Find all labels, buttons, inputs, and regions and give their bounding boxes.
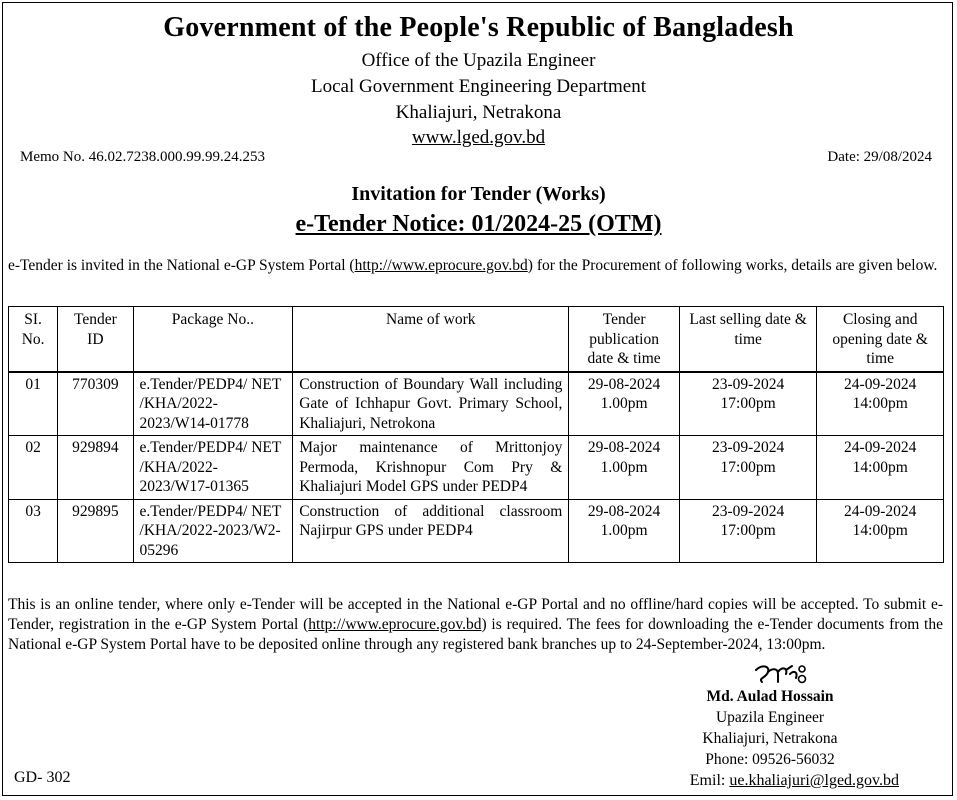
closing-time: 14:00pm	[852, 522, 908, 539]
header-last-selling: Last selling date & time	[679, 307, 817, 372]
department-name: Local Government Engineering Department	[310, 76, 646, 97]
publication-time: 1.00pm	[600, 522, 648, 539]
table-row	[9, 499, 944, 563]
eprocure-link[interactable]: http://www.eprocure.gov.bd	[354, 257, 528, 274]
header-tender-id: Tender ID	[58, 307, 133, 372]
row-last-selling	[679, 372, 817, 436]
email-link[interactable]: ue.khaliajuri@lged.gov.bd	[729, 772, 899, 789]
website-link[interactable]: www.lged.gov.bd	[411, 127, 546, 148]
eprocure-link-footer[interactable]: http://www.eprocure.gov.bd	[308, 616, 482, 633]
header-closing: Closing and opening date & time	[817, 307, 944, 372]
publication-date: 29-08-2024	[587, 439, 661, 456]
intro-text-before: e-Tender is invited in the National e-GP System Portal (	[8, 257, 355, 274]
header-publication: Tender publication date & time	[569, 307, 679, 372]
invitation-heading: Invitation for Tender (Works)	[351, 183, 606, 205]
row-tender-id: 929894	[58, 436, 133, 500]
notice-date: Date: 29/08/2024	[827, 149, 932, 165]
publication-date: 29-08-2024	[587, 375, 661, 393]
handwritten-signature	[752, 660, 812, 688]
notice-heading: e-Tender Notice: 01/2024-25 (OTM)	[295, 211, 662, 237]
row-tender-id: 770309	[58, 372, 133, 436]
header-sl: SI. No.	[9, 307, 58, 372]
last-selling-date: 23-09-2024	[711, 375, 785, 393]
closing-time: 14:00pm	[852, 458, 908, 476]
last-selling-date: 23-09-2024	[711, 439, 785, 456]
row-package: e.Tender/PEDP4/ NET /KHA/2022-2023/W14-01778	[133, 372, 293, 436]
last-selling-time: 17:00pm	[720, 522, 776, 539]
row-publication	[569, 372, 679, 436]
terms-paragraph	[8, 595, 943, 655]
gd-number: GD- 302	[14, 769, 71, 786]
row-last-selling	[679, 436, 817, 500]
row-package: e.Tender/PEDP4/ NET /KHA/2022-2023/W2-05296	[133, 499, 293, 563]
row-work: Construction of additional classroom Najirpur GPS under PEDP4	[293, 499, 569, 563]
tender-table	[8, 306, 944, 563]
government-title: Government of the People's Republic of Bangladesh	[163, 12, 794, 43]
row-closing	[817, 499, 944, 563]
signatory-location: Khaliajuri, Netrakona	[702, 730, 838, 747]
memo-number: Memo No. 46.02.7238.000.99.99.24.253	[20, 149, 265, 165]
intro-paragraph	[8, 256, 943, 276]
table-row	[9, 436, 944, 500]
publication-date: 29-08-2024	[587, 502, 661, 520]
publication-time: 1.00pm	[600, 395, 648, 412]
intro-text-after: ) for the Procurement of following works, details are given below.	[527, 257, 938, 274]
header-package: Package No..	[133, 307, 293, 372]
row-sl: 03	[9, 499, 58, 563]
office-name: Office of the Upazila Engineer	[361, 50, 596, 71]
terms-text-after: ) is required. The fees for downloading the e-Tender documents from the National e-GP System Portal have to be deposited online through any registered bank branches up to 24-September-2024, 13:00pm.	[8, 616, 943, 653]
signature-block	[640, 687, 900, 770]
last-selling-time: 17:00pm	[720, 395, 776, 412]
row-sl: 01	[9, 372, 58, 436]
publication-time: 1.00pm	[600, 458, 648, 476]
last-selling-time: 17:00pm	[720, 458, 776, 476]
row-publication	[569, 436, 679, 500]
row-work: Major maintenance of Mrittonjoy Permoda, Krishnopur Com Pry & Khaliajuri Model GPS under PEDP4	[293, 436, 569, 500]
office-location: Khaliajuri, Netrakona	[395, 102, 562, 123]
header-work: Name of work	[293, 307, 569, 372]
closing-date: 24-09-2024	[844, 502, 917, 520]
row-work: Construction of Boundary Wall including Gate of Ichhapur Govt. Primary School, Khaliajuri, Netrokona	[293, 372, 569, 436]
email-label: Emil:	[689, 772, 730, 789]
table-header-row	[9, 307, 944, 372]
row-closing	[817, 372, 944, 436]
row-package: e.Tender/PEDP4/ NET /KHA/2022-2023/W17-01365	[133, 436, 293, 500]
terms-text-before: This is an online tender, where only e-Tender will be accepted in the National e-GP Portal and no offline/hard copies will be accepted. To submit e-Tender, registration in the e-GP System Portal (	[8, 596, 943, 633]
row-tender-id: 929895	[58, 499, 133, 563]
closing-date: 24-09-2024	[844, 375, 917, 393]
table-row	[9, 372, 944, 436]
row-closing	[817, 436, 944, 500]
last-selling-date: 23-09-2024	[711, 502, 785, 520]
signatory-designation: Upazila Engineer	[715, 709, 824, 726]
row-publication	[569, 499, 679, 563]
signatory-name: Md. Aulad Hossain	[706, 688, 834, 705]
row-sl: 02	[9, 436, 58, 500]
closing-time: 14:00pm	[852, 395, 908, 412]
signatory-phone: Phone: 09526-56032	[705, 751, 835, 768]
row-last-selling	[679, 499, 817, 563]
signatory-email-line	[690, 772, 899, 790]
closing-date: 24-09-2024	[844, 439, 917, 456]
